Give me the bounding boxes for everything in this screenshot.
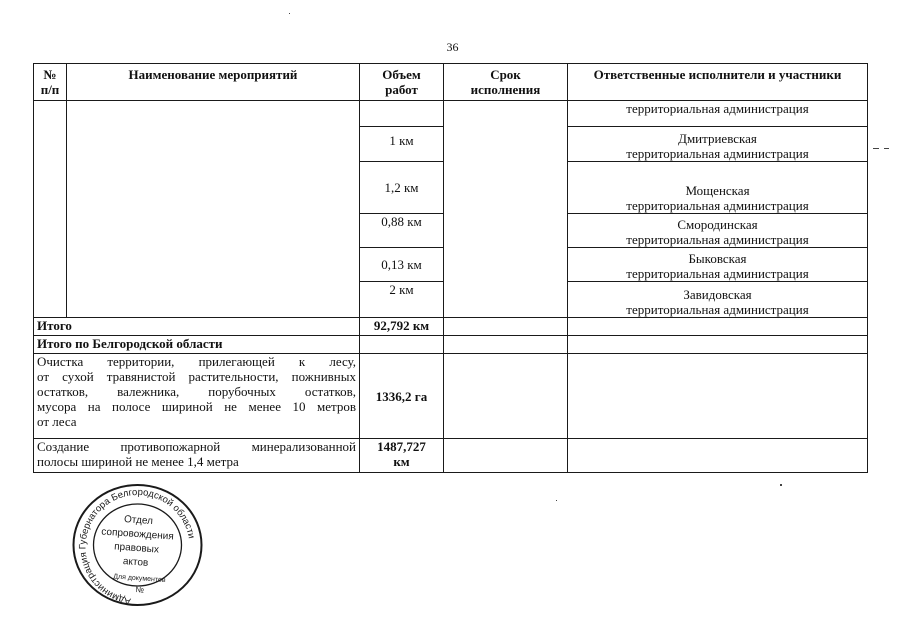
scan-mark: [884, 148, 889, 149]
responsible-cell: [568, 248, 868, 282]
measure-name-line: Создание противопожарной минерализованной: [37, 439, 356, 454]
total-term: [444, 318, 568, 336]
num-cell: [34, 101, 67, 318]
measure-name-cell: [34, 354, 360, 439]
scan-mark: [556, 500, 557, 501]
total-label: Итого: [34, 318, 360, 336]
region-total-label: Итого по Белгородской области: [34, 336, 360, 354]
stamp-center-line: актов: [122, 556, 149, 569]
responsible-line: территориальная администрация: [626, 198, 809, 213]
measure-volume-line: 1487,727: [377, 439, 426, 454]
header-volume-line1: Объем: [382, 67, 421, 82]
stamp-number: №: [135, 585, 145, 595]
header-num-line2: п/п: [40, 82, 60, 97]
responsible-line: Быковская: [688, 251, 747, 266]
measure-name-line: полосы шириной не менее 1,4 метра: [37, 454, 239, 469]
volume-cell: 1,2 км: [360, 162, 444, 214]
responsible-cell: [568, 162, 868, 214]
header-num-line1: №: [43, 67, 57, 82]
measure-term-cell: [444, 354, 568, 439]
page-number: 36: [446, 40, 459, 54]
responsible-line: Смородинская: [677, 217, 758, 232]
table-row: [34, 439, 868, 473]
responsible-line: территориальная администрация: [626, 266, 809, 281]
region-total-term: [444, 336, 568, 354]
header-responsible: Ответственные исполнители и участники: [568, 64, 868, 101]
responsible-line: Дмитриевская: [678, 131, 757, 146]
header-num: [34, 64, 67, 101]
responsible-line: Мощенская: [685, 183, 750, 198]
header-volume-line2: работ: [385, 82, 418, 97]
volume-cell: 1 км: [360, 127, 444, 162]
region-total-volume: [360, 336, 444, 354]
total-volume: 92,792 км: [360, 318, 444, 336]
measure-name-line: остатков, валежника, порубочных остатков,: [37, 384, 356, 399]
measure-volume-cell: [360, 439, 444, 473]
scan-mark: [780, 484, 782, 486]
table-row: [34, 101, 868, 127]
responsible-line: территориальная администрация: [626, 232, 809, 247]
scan-mark: [289, 13, 290, 14]
volume-cell: 0,88 км: [360, 214, 444, 248]
responsible-line: Завидовская: [683, 287, 752, 302]
stamp-center-line: Отдел: [123, 514, 154, 528]
measure-name-line: от леса: [37, 414, 77, 429]
responsible-line: территориальная администрация: [626, 146, 809, 161]
volume-cell: 2 км: [360, 282, 444, 318]
header-term-line1: Срок: [490, 67, 521, 82]
total-responsible: [568, 318, 868, 336]
region-total-responsible: [568, 336, 868, 354]
volume-cell: 0,13 км: [360, 248, 444, 282]
stamp-center-line: сопровождения: [100, 526, 175, 543]
header-name: Наименование мероприятий: [67, 64, 360, 101]
measures-table: [33, 63, 868, 473]
scan-mark: [873, 148, 879, 149]
header-term: [444, 64, 568, 101]
responsible-line: территориальная администрация: [626, 302, 809, 317]
measure-name-cell: [34, 439, 360, 473]
stamp-center-line: правовых: [113, 541, 160, 556]
measure-name-line: мусора на полосе шириной не менее 10 метров: [37, 399, 356, 414]
measure-name-line: Очистка территории, прилегающей к лесу,: [37, 354, 356, 369]
official-stamp: [70, 482, 205, 607]
responsible-cell: [568, 101, 868, 127]
total-row: [34, 318, 868, 336]
measure-name-line: от сухой травянистой растительности, пожнивных: [37, 369, 356, 384]
header-term-line2: исполнения: [470, 82, 541, 97]
measure-volume-line: км: [393, 454, 410, 469]
measure-responsible-cell: [568, 439, 868, 473]
name-cell: [67, 101, 360, 318]
region-total-row: [34, 336, 868, 354]
table-row: [34, 354, 868, 439]
term-cell: [444, 101, 568, 318]
measure-term-cell: [444, 439, 568, 473]
measure-responsible-cell: [568, 354, 868, 439]
stamp-bottom-text: Для документов: [113, 573, 166, 585]
volume-cell: [360, 101, 444, 127]
responsible-cell: [568, 214, 868, 248]
measure-volume-cell: 1336,2 га: [360, 354, 444, 439]
header-volume: [360, 64, 444, 101]
responsible-cell: [568, 127, 868, 162]
stamp-ring-text: Администрация Губернатора Белгородской области: [77, 486, 197, 607]
responsible-cell: [568, 282, 868, 318]
responsible-line: территориальная администрация: [626, 101, 809, 116]
header-row: [34, 64, 868, 101]
